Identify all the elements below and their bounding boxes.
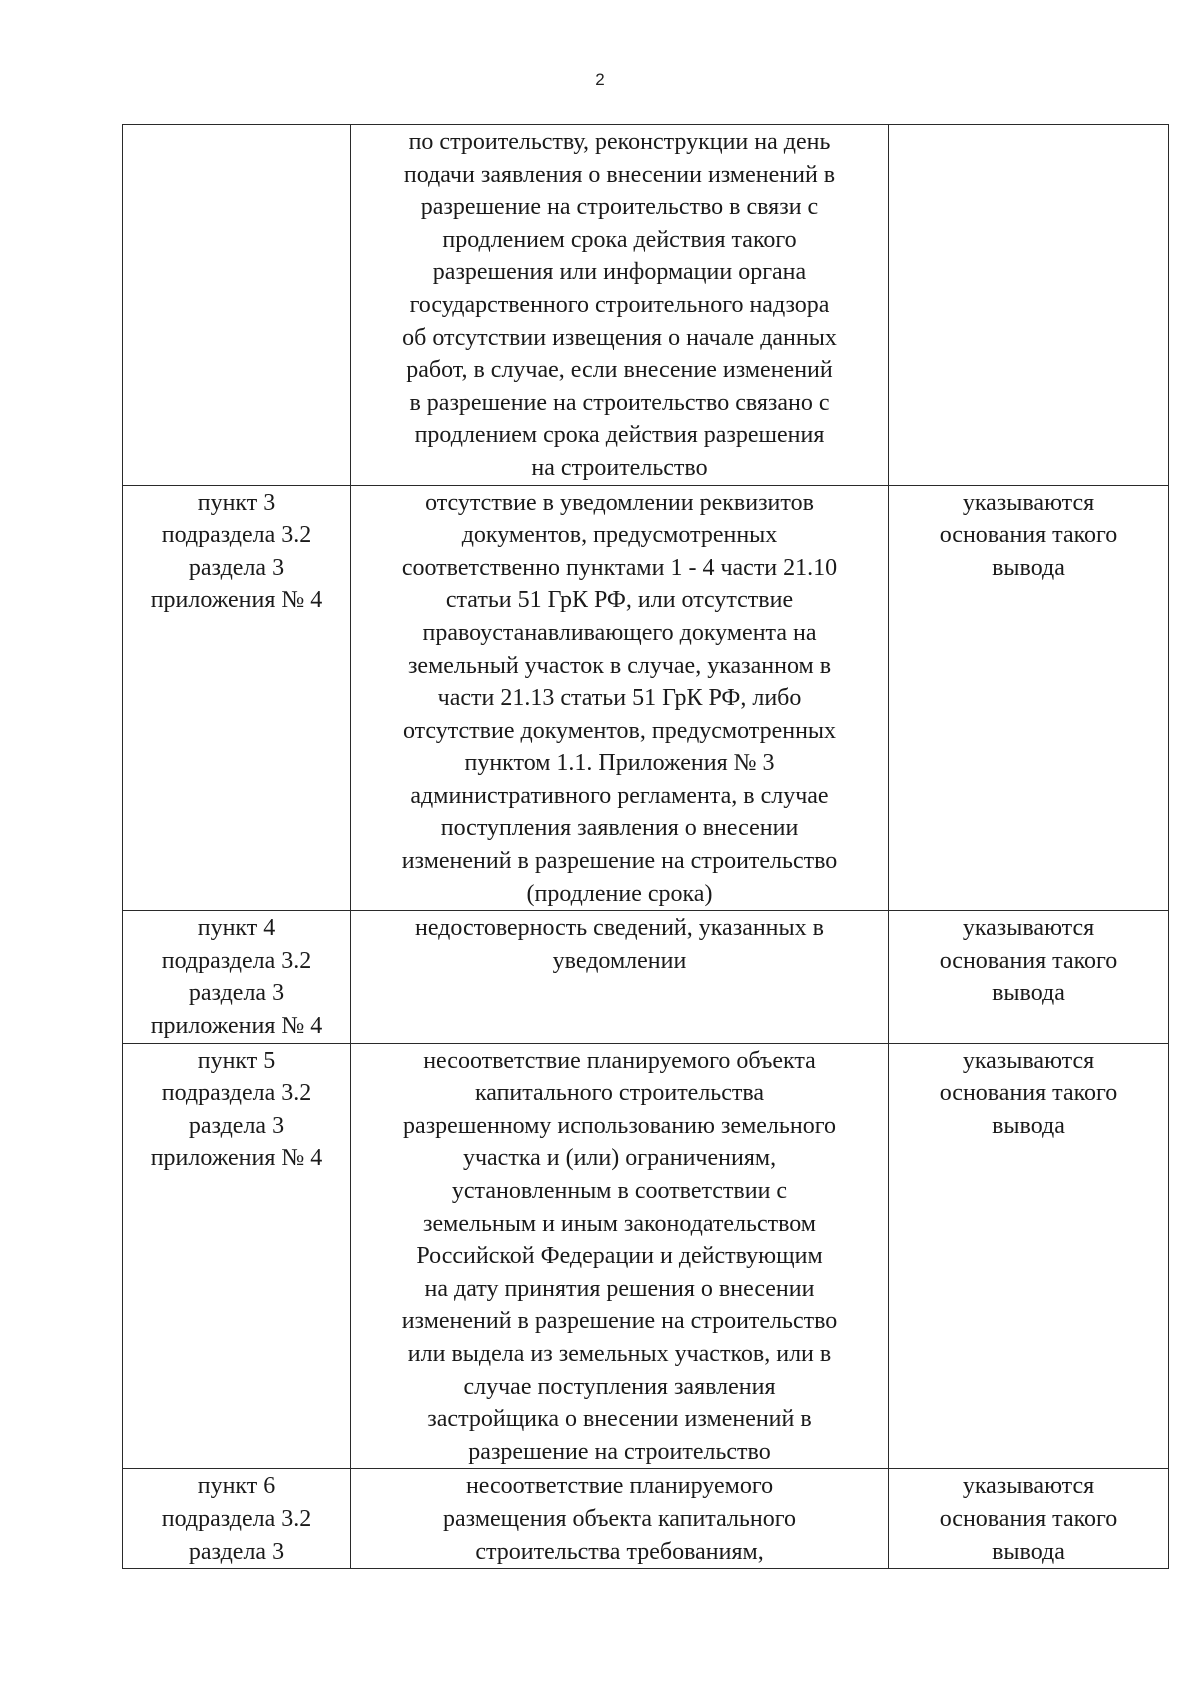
grounds-table <box>122 124 1169 1569</box>
grounds-cell: по строительству, реконструкции на день подачи заявления о внесении изменений в разрешение на строительство в связи с продлением срока действия такого разрешения или информации органа государственного строительного надзора об отсутствии извещения о начале данных работ, в случае, если внесение изменений в разрешение на строительство связано с продлением срока действия разрешения на строительство <box>351 125 889 486</box>
table-row <box>123 1043 1169 1469</box>
explanation-cell: указываются основания такого вывода <box>889 485 1169 911</box>
table-row <box>123 911 1169 1043</box>
reference-cell: пункт 6 подраздела 3.2 раздела 3 <box>123 1469 351 1569</box>
reference-cell: пункт 4 подраздела 3.2 раздела 3 приложения № 4 <box>123 911 351 1043</box>
explanation-cell: указываются основания такого вывода <box>889 1469 1169 1569</box>
reference-cell: пункт 5 подраздела 3.2 раздела 3 приложения № 4 <box>123 1043 351 1469</box>
explanation-cell <box>889 125 1169 486</box>
explanation-cell: указываются основания такого вывода <box>889 911 1169 1043</box>
grounds-cell: недостоверность сведений, указанных в уведомлении <box>351 911 889 1043</box>
table-row <box>123 1469 1169 1569</box>
page-number: 2 <box>595 70 605 89</box>
table-row <box>123 125 1169 486</box>
explanation-cell: указываются основания такого вывода <box>889 1043 1169 1469</box>
grounds-cell: несоответствие планируемого размещения объекта капитального строительства требованиям, <box>351 1469 889 1569</box>
table-row <box>123 485 1169 911</box>
reference-cell <box>123 125 351 486</box>
reference-cell: пункт 3 подраздела 3.2 раздела 3 приложения № 4 <box>123 485 351 911</box>
grounds-cell: несоответствие планируемого объекта капитального строительства разрешенному использованию земельного участка и (или) ограничениям, установленным в соответствии с земельным и иным законодательством Российской Федерации и действующим на дату принятия решения о внесении изменений в разрешение на строительство или выдела из земельных участков, или в случае поступления заявления застройщика о внесении изменений в разрешение на строительство <box>351 1043 889 1469</box>
grounds-cell: отсутствие в уведомлении реквизитов документов, предусмотренных соответственно пунктами 1 - 4 части 21.10 статьи 51 ГрК РФ, или отсутствие правоустанавливающего документа на земельный участок в случае, указанном в части 21.13 статьи 51 ГрК РФ, либо отсутствие документов, предусмотренных пунктом 1.1. Приложения № 3 административного регламента, в случае поступления заявления о внесении изменений в разрешение на строительство (продление срока) <box>351 485 889 911</box>
